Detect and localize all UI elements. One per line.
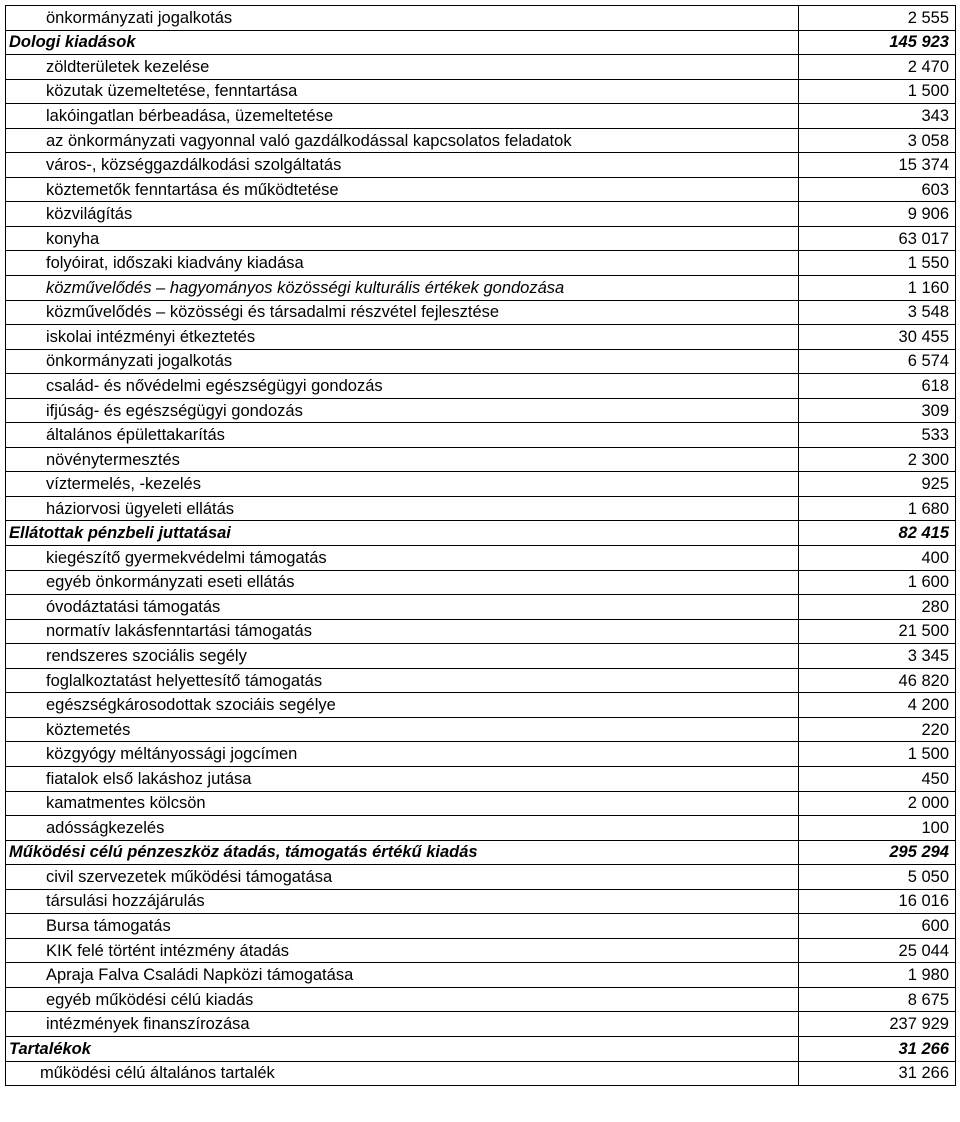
row-value: 2 300 <box>799 447 956 472</box>
table-row <box>6 423 956 448</box>
row-label: közművelődés – hagyományos közösségi kulturális értékek gondozása <box>6 276 799 301</box>
table-row <box>6 472 956 497</box>
category-row <box>6 30 956 55</box>
table-row <box>6 177 956 202</box>
row-label: rendszeres szociális segély <box>6 644 799 669</box>
row-value: 15 374 <box>799 153 956 178</box>
table-row <box>6 595 956 620</box>
row-label: egyéb működési célú kiadás <box>6 987 799 1012</box>
row-label: általános épülettakarítás <box>6 423 799 448</box>
row-label: növénytermesztés <box>6 447 799 472</box>
table-row <box>6 251 956 276</box>
row-label: háziorvosi ügyeleti ellátás <box>6 496 799 521</box>
category-row <box>6 840 956 865</box>
row-value: 343 <box>799 104 956 129</box>
table-row <box>6 447 956 472</box>
row-label: kiegészítő gyermekvédelmi támogatás <box>6 546 799 571</box>
row-label: egészségkárosodottak szociáis segélye <box>6 693 799 718</box>
table-row <box>6 226 956 251</box>
table-row <box>6 742 956 767</box>
row-label: folyóirat, időszaki kiadvány kiadása <box>6 251 799 276</box>
row-value: 450 <box>799 766 956 791</box>
row-value: 1 500 <box>799 79 956 104</box>
row-label: köztemetők fenntartása és működtetése <box>6 177 799 202</box>
table-row <box>6 889 956 914</box>
row-value: 400 <box>799 546 956 571</box>
row-label: víztermelés, -kezelés <box>6 472 799 497</box>
row-label: Ellátottak pénzbeli juttatásai <box>6 521 799 546</box>
row-label: Tartalékok <box>6 1036 799 1061</box>
table-row <box>6 914 956 939</box>
table-row <box>6 276 956 301</box>
table-row <box>6 963 956 988</box>
row-value: 145 923 <box>799 30 956 55</box>
row-label: KIK felé történt intézmény átadás <box>6 938 799 963</box>
row-label: közgyógy méltányossági jogcímen <box>6 742 799 767</box>
table-row <box>6 202 956 227</box>
row-label: zöldterületek kezelése <box>6 55 799 80</box>
row-value: 1 980 <box>799 963 956 988</box>
row-value: 2 000 <box>799 791 956 816</box>
table-row <box>6 619 956 644</box>
table-row <box>6 55 956 80</box>
table-row <box>6 668 956 693</box>
row-value: 3 548 <box>799 300 956 325</box>
row-label: foglalkoztatást helyettesítő támogatás <box>6 668 799 693</box>
row-value: 1 680 <box>799 496 956 521</box>
row-value: 925 <box>799 472 956 497</box>
row-label: önkormányzati jogalkotás <box>6 6 799 31</box>
row-value: 63 017 <box>799 226 956 251</box>
row-value: 280 <box>799 595 956 620</box>
table-row <box>6 496 956 521</box>
row-label: adósságkezelés <box>6 816 799 841</box>
row-label: lakóingatlan bérbeadása, üzemeltetése <box>6 104 799 129</box>
row-label: ifjúság- és egészségügyi gondozás <box>6 398 799 423</box>
row-value: 16 016 <box>799 889 956 914</box>
row-value: 533 <box>799 423 956 448</box>
row-label: kamatmentes kölcsön <box>6 791 799 816</box>
row-value: 46 820 <box>799 668 956 693</box>
table-row <box>6 153 956 178</box>
table-row <box>6 693 956 718</box>
row-label: Bursa támogatás <box>6 914 799 939</box>
table-row <box>6 104 956 129</box>
row-label: Dologi kiadások <box>6 30 799 55</box>
category-row <box>6 1036 956 1061</box>
row-value: 82 415 <box>799 521 956 546</box>
table-row <box>6 546 956 571</box>
table-row <box>6 349 956 374</box>
table-row <box>6 766 956 791</box>
table-row <box>6 717 956 742</box>
row-value: 31 266 <box>799 1036 956 1061</box>
table-row <box>6 644 956 669</box>
row-value: 9 906 <box>799 202 956 227</box>
row-value: 309 <box>799 398 956 423</box>
row-value: 1 550 <box>799 251 956 276</box>
row-label: fiatalok első lakáshoz jutása <box>6 766 799 791</box>
row-label: Apraja Falva Családi Napközi támogatása <box>6 963 799 988</box>
table-row <box>6 300 956 325</box>
row-label: közutak üzemeltetése, fenntartása <box>6 79 799 104</box>
row-value: 603 <box>799 177 956 202</box>
row-label: társulási hozzájárulás <box>6 889 799 914</box>
row-value: 1 160 <box>799 276 956 301</box>
row-label: közvilágítás <box>6 202 799 227</box>
row-label: egyéb önkormányzati eseti ellátás <box>6 570 799 595</box>
row-label: önkormányzati jogalkotás <box>6 349 799 374</box>
table-row <box>6 374 956 399</box>
row-label: konyha <box>6 226 799 251</box>
row-label: közművelődés – közösségi és társadalmi részvétel fejlesztése <box>6 300 799 325</box>
row-label: köztemetés <box>6 717 799 742</box>
row-value: 4 200 <box>799 693 956 718</box>
row-value: 100 <box>799 816 956 841</box>
budget-table <box>5 5 956 1086</box>
row-value: 6 574 <box>799 349 956 374</box>
row-label: működési célú általános tartalék <box>6 1061 799 1086</box>
category-row <box>6 521 956 546</box>
table-row <box>6 398 956 423</box>
table-body <box>6 6 956 1086</box>
row-value: 25 044 <box>799 938 956 963</box>
table-row <box>6 791 956 816</box>
row-label: város-, községgazdálkodási szolgáltatás <box>6 153 799 178</box>
row-value: 30 455 <box>799 325 956 350</box>
row-label: Működési célú pénzeszköz átadás, támogatás értékű kiadás <box>6 840 799 865</box>
table-row <box>6 6 956 31</box>
row-label: intézmények finanszírozása <box>6 1012 799 1037</box>
table-row <box>6 128 956 153</box>
row-value: 1 600 <box>799 570 956 595</box>
table-row <box>6 325 956 350</box>
row-label: normatív lakásfenntartási támogatás <box>6 619 799 644</box>
table-row <box>6 1061 956 1086</box>
row-value: 3 058 <box>799 128 956 153</box>
table-row <box>6 987 956 1012</box>
row-label: iskolai intézményi étkeztetés <box>6 325 799 350</box>
row-label: civil szervezetek működési támogatása <box>6 865 799 890</box>
table-row <box>6 570 956 595</box>
row-value: 2 555 <box>799 6 956 31</box>
row-value: 220 <box>799 717 956 742</box>
row-label: család- és nővédelmi egészségügyi gondozás <box>6 374 799 399</box>
row-value: 21 500 <box>799 619 956 644</box>
table-row <box>6 938 956 963</box>
table-row <box>6 865 956 890</box>
row-value: 237 929 <box>799 1012 956 1037</box>
row-label: az önkormányzati vagyonnal való gazdálkodással kapcsolatos feladatok <box>6 128 799 153</box>
table-row <box>6 816 956 841</box>
row-value: 295 294 <box>799 840 956 865</box>
table-row <box>6 79 956 104</box>
row-value: 1 500 <box>799 742 956 767</box>
row-value: 31 266 <box>799 1061 956 1086</box>
row-value: 2 470 <box>799 55 956 80</box>
table-row <box>6 1012 956 1037</box>
row-label: óvodáztatási támogatás <box>6 595 799 620</box>
row-value: 600 <box>799 914 956 939</box>
row-value: 618 <box>799 374 956 399</box>
row-value: 8 675 <box>799 987 956 1012</box>
row-value: 3 345 <box>799 644 956 669</box>
row-value: 5 050 <box>799 865 956 890</box>
